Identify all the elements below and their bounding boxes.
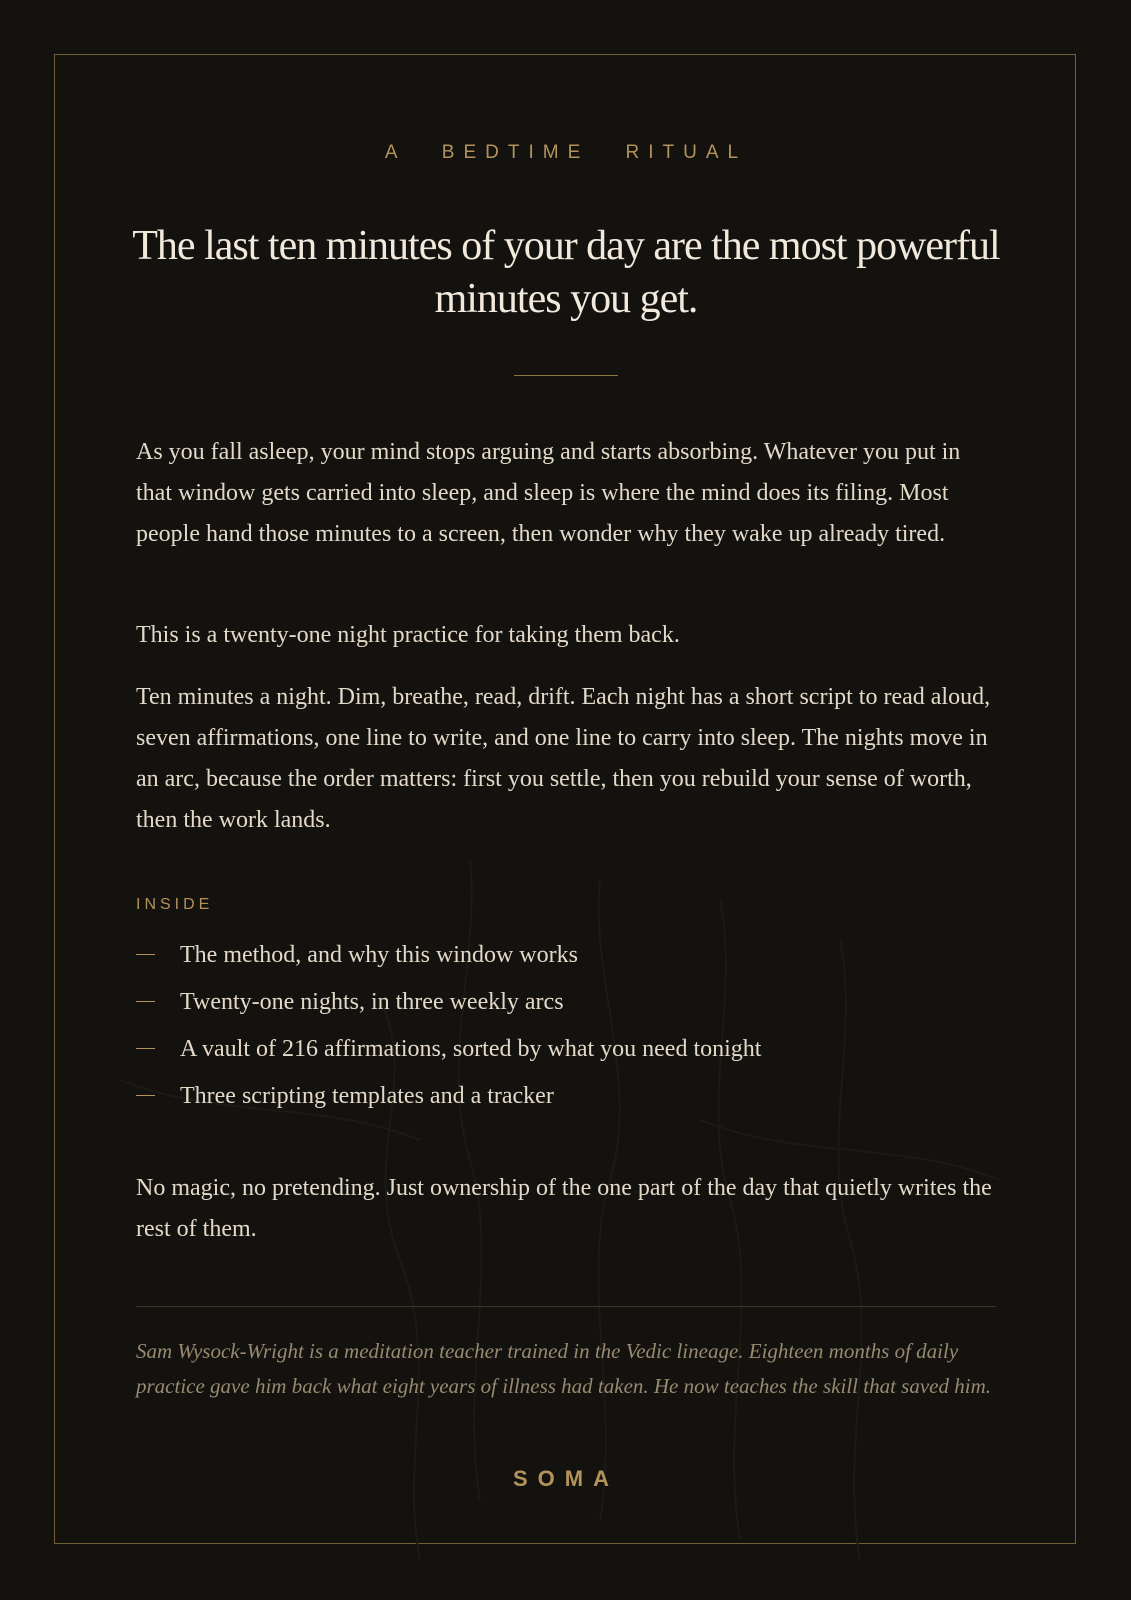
method-paragraph: Ten minutes a night. Dim, breathe, read, drift. Each night has a short script to read aloud, seven affirmations, one line to write, and one line to carry into sleep. The nights move in an arc, because the order matters: first you settle, then you rebuild your sense of worth, then the work lands. [136,684,991,833]
dash-icon [136,954,155,955]
bio-divider [136,1306,996,1307]
list-item [136,1026,996,1073]
list-item-label: The method, and why this window works [180,942,578,968]
closing-paragraph: No magic, no pretending. Just ownership of the one part of the day that quietly writes the rest of them. [136,1175,992,1242]
dash-icon [136,1095,155,1096]
headline: The last ten minutes of your day are the most powerful minutes you get. [132,223,1000,322]
kicker: A BEDTIME RITUAL [384,142,748,163]
list-item-label: Three scripting templates and a tracker [180,1083,554,1109]
intro-paragraph: As you fall asleep, your mind stops arguing and starts absorbing. Whatever you put in that window gets carried into sleep, and sleep is where the mind does its filing. Most people hand those minutes to a screen, then wonder why they wake up already tired. [136,439,961,547]
list-item-label: Twenty-one nights, in three weekly arcs [180,989,564,1015]
list-item [136,1073,996,1120]
inside-list [136,932,996,1120]
list-item [136,932,996,979]
dash-icon [136,1001,155,1002]
list-item-label: A vault of 216 affirmations, sorted by what you need tonight [180,1036,762,1062]
author-bio: Sam Wysock-Wright is a meditation teacher trained in the Vedic lineage. Eighteen months of daily practice gave him back what eight years of illness had taken. He now teaches the skill that saved him. [136,1339,991,1398]
headline-divider [514,375,618,376]
list-item [136,979,996,1026]
inside-label: INSIDE [136,896,214,913]
dash-icon [136,1048,155,1049]
practice-paragraph: This is a twenty-one night practice for taking them back. [136,622,680,648]
brand-wordmark: SOMA [513,1466,619,1491]
